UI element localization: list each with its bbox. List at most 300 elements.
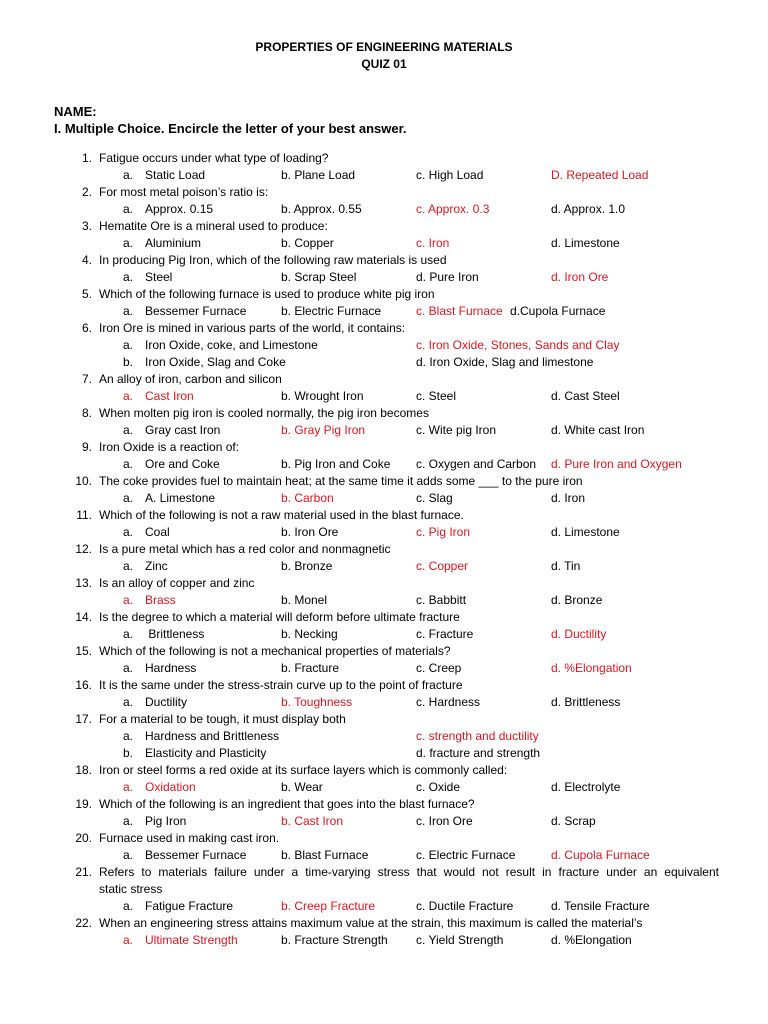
answer-option[interactable]	[551, 201, 625, 218]
option-text: d. Limestone	[551, 236, 620, 250]
options-row	[0, 660, 768, 677]
question-item	[0, 864, 768, 915]
option-text: Gray cast Iron	[145, 423, 221, 437]
option-letter: a.	[123, 899, 134, 913]
question-item	[0, 507, 768, 541]
answer-option-correct[interactable]	[416, 728, 539, 745]
option-text: d. White cast Iron	[551, 423, 645, 437]
option-text: Cast Iron	[145, 389, 194, 403]
answer-option-correct[interactable]	[416, 337, 619, 354]
answer-option[interactable]	[123, 660, 196, 677]
option-text: Ore and Coke	[145, 457, 220, 471]
option-letter: a.	[123, 780, 134, 794]
option-text: A. Limestone	[145, 491, 216, 505]
option-text: c. Steel	[416, 389, 457, 403]
answer-option[interactable]	[281, 524, 338, 541]
answer-option[interactable]	[123, 337, 318, 354]
answer-option[interactable]	[416, 694, 480, 711]
options-row	[0, 303, 768, 320]
answer-option[interactable]	[123, 745, 266, 762]
answer-option[interactable]	[551, 558, 580, 575]
answer-option[interactable]	[510, 303, 605, 320]
question-text: The coke provides fuel to maintain heat; at the same time it adds some ___ to the pure iron	[99, 474, 583, 488]
answer-option[interactable]	[551, 388, 620, 405]
answer-option-correct[interactable]	[551, 626, 606, 643]
question-line	[0, 575, 768, 592]
question-item	[0, 473, 768, 507]
question-line	[0, 252, 768, 269]
question-list	[0, 150, 768, 949]
question-text: Which of the following is not a raw material used in the blast furnace.	[99, 508, 464, 522]
question-number: 4.	[81, 253, 92, 267]
answer-option[interactable]	[416, 898, 513, 915]
option-text: Aluminium	[145, 236, 202, 250]
question-item	[0, 762, 768, 796]
option-letter: a.	[123, 168, 134, 182]
options-row	[0, 354, 768, 371]
answer-option[interactable]	[123, 456, 220, 473]
option-text: d. %Elongation	[551, 661, 632, 675]
question-number: 22.	[75, 916, 92, 930]
option-text: c. Iron	[416, 236, 450, 250]
question-line	[0, 711, 768, 728]
options-row	[0, 422, 768, 439]
question-number: 5.	[81, 287, 92, 301]
answer-option-correct[interactable]	[416, 303, 503, 320]
answer-option[interactable]	[551, 235, 620, 252]
question-item	[0, 711, 768, 762]
answer-option[interactable]	[416, 745, 540, 762]
answer-option[interactable]	[551, 813, 596, 830]
question-line	[0, 286, 768, 303]
option-text: d. Cast Steel	[551, 389, 620, 403]
options-row	[0, 728, 768, 745]
answer-option-correct[interactable]	[123, 388, 194, 405]
answer-option[interactable]	[551, 490, 585, 507]
option-text: c. strength and ductility	[416, 729, 539, 743]
option-text: Iron Oxide, coke, and Limestone	[145, 338, 318, 352]
answer-option[interactable]	[123, 235, 201, 252]
option-letter: a.	[123, 695, 134, 709]
question-line	[0, 881, 768, 898]
question-line	[0, 184, 768, 201]
question-text: Is a pure metal which has a red color and nonmagnetic	[99, 542, 391, 556]
answer-option[interactable]	[551, 779, 620, 796]
answer-option[interactable]	[416, 354, 593, 371]
answer-option-correct[interactable]	[281, 813, 343, 830]
option-text: c. Pig Iron	[416, 525, 471, 539]
answer-option[interactable]	[281, 201, 362, 218]
option-text: b. Fracture Strength	[281, 933, 388, 947]
option-letter: a.	[123, 627, 134, 641]
option-text: d. Electrolyte	[551, 780, 621, 794]
question-line	[0, 864, 768, 881]
answer-option-correct[interactable]	[123, 779, 196, 796]
option-text: c. Approx. 0.3	[416, 202, 490, 216]
options-row	[0, 592, 768, 609]
options-row	[0, 932, 768, 949]
question-text: Iron Oxide is a reaction of:	[99, 440, 240, 454]
question-text: Iron or steel forms a red oxide at its surface layers which is commonly called:	[99, 763, 508, 777]
option-letter: a.	[123, 661, 134, 675]
question-number: 6.	[81, 321, 92, 335]
question-line	[0, 609, 768, 626]
question-line	[0, 439, 768, 456]
options-row	[0, 558, 768, 575]
answer-option[interactable]	[416, 167, 483, 184]
answer-option[interactable]	[551, 592, 602, 609]
options-row	[0, 490, 768, 507]
option-letter: a.	[123, 491, 134, 505]
answer-option[interactable]	[281, 847, 368, 864]
answer-option[interactable]	[416, 269, 479, 286]
question-item	[0, 830, 768, 864]
option-text: Bessemer Furnace	[145, 304, 247, 318]
answer-option[interactable]	[123, 626, 204, 643]
option-letter: a.	[123, 559, 134, 573]
option-text: b. Cast Iron	[281, 814, 344, 828]
option-text: d. Brittleness	[551, 695, 621, 709]
option-text: Ultimate Strength	[145, 933, 238, 947]
question-line	[0, 762, 768, 779]
answer-option[interactable]	[551, 898, 650, 915]
answer-option[interactable]	[281, 456, 390, 473]
question-number: 11.	[76, 508, 92, 522]
question-text: Fatigue occurs under what type of loading?	[99, 151, 329, 165]
options-row	[0, 779, 768, 796]
answer-option[interactable]	[416, 490, 453, 507]
option-text: d. %Elongation	[551, 933, 632, 947]
option-text: Ductility	[145, 695, 188, 709]
option-letter: a.	[123, 729, 134, 743]
question-number: 14.	[75, 610, 92, 624]
question-item	[0, 796, 768, 830]
option-letter: a.	[123, 389, 134, 403]
option-text: Zinc	[145, 559, 168, 573]
answer-option[interactable]	[551, 932, 632, 949]
answer-option-correct[interactable]	[281, 898, 375, 915]
answer-option[interactable]	[123, 269, 172, 286]
answer-option-correct[interactable]	[281, 422, 365, 439]
option-text: d. Approx. 1.0	[551, 202, 626, 216]
option-letter: a.	[123, 814, 134, 828]
question-text: For most metal poison’s ratio is:	[99, 185, 269, 199]
answer-option-correct[interactable]	[416, 558, 468, 575]
answer-option[interactable]	[123, 694, 187, 711]
question-number: 20.	[75, 831, 92, 845]
option-text: d. Iron Oxide, Slag and limestone	[416, 355, 594, 369]
option-text: b. Pig Iron and Coke	[281, 457, 391, 471]
question-number: 16.	[75, 678, 92, 692]
option-text: b. Fracture	[281, 661, 340, 675]
question-line	[0, 405, 768, 422]
answer-option[interactable]	[123, 524, 170, 541]
answer-option[interactable]	[123, 303, 246, 320]
answer-option[interactable]	[123, 813, 186, 830]
question-text: Which of the following is an ingredient that goes into the blast furnace?	[99, 797, 475, 811]
option-text: c. Electric Furnace	[416, 848, 516, 862]
question-line	[0, 796, 768, 813]
question-text: When an engineering stress attains maximum value at the strain, this maximum is called the material’s	[99, 916, 643, 930]
instructions: I. Multiple Choice. Encircle the letter of your best answer.	[54, 121, 407, 136]
option-text: c. Oxide	[416, 780, 461, 794]
answer-option[interactable]	[416, 592, 466, 609]
question-text: In producing Pig Iron, which of the following raw materials is used	[99, 253, 447, 267]
question-text: An alloy of iron, carbon and silicon	[99, 372, 282, 386]
option-text: c. Slag	[416, 491, 453, 505]
option-text: b. Creep Fracture	[281, 899, 376, 913]
question-item	[0, 575, 768, 609]
option-text: d. Limestone	[551, 525, 620, 539]
option-text: b. Plane Load	[281, 168, 356, 182]
option-text: d. Iron Ore	[551, 270, 609, 284]
option-text: b. Scrap Steel	[281, 270, 357, 284]
options-row	[0, 745, 768, 762]
question-text: Is an alloy of copper and zinc	[99, 576, 255, 590]
question-item	[0, 252, 768, 286]
answer-option[interactable]	[123, 201, 213, 218]
question-item	[0, 677, 768, 711]
question-line	[0, 915, 768, 932]
option-text: c. Yield Strength	[416, 933, 504, 947]
option-text: c. Copper	[416, 559, 469, 573]
option-text: b. Necking	[281, 627, 338, 641]
option-text: Coal	[145, 525, 170, 539]
question-text: Which of the following furnace is used to produce white pig iron	[99, 287, 435, 301]
answer-option[interactable]	[123, 167, 205, 184]
answer-option[interactable]	[123, 490, 215, 507]
option-text: c. Iron Ore	[416, 814, 473, 828]
answer-option[interactable]	[416, 847, 515, 864]
option-letter: a.	[123, 848, 134, 862]
question-number: 18.	[75, 763, 92, 777]
answer-option[interactable]	[123, 558, 168, 575]
answer-option-correct[interactable]	[551, 456, 682, 473]
answer-option[interactable]	[281, 167, 355, 184]
option-text: Bessemer Furnace	[145, 848, 247, 862]
question-item	[0, 609, 768, 643]
answer-option[interactable]	[281, 558, 332, 575]
answer-option-correct[interactable]	[551, 269, 608, 286]
question-line	[0, 473, 768, 490]
answer-option[interactable]	[551, 524, 620, 541]
question-text: It is the same under the stress-strain curve up to the point of fracture	[99, 678, 463, 692]
option-text: b. Monel	[281, 593, 328, 607]
option-text: b. Electric Furnace	[281, 304, 382, 318]
option-text: c. Babbitt	[416, 593, 467, 607]
answer-option[interactable]	[123, 422, 220, 439]
option-letter: a.	[123, 457, 134, 471]
answer-option[interactable]	[281, 235, 334, 252]
question-text: static stress	[99, 882, 163, 896]
option-letter: b.	[123, 746, 134, 760]
option-text: d. Pure Iron	[416, 270, 479, 284]
option-text: c. Fracture	[416, 627, 474, 641]
option-letter: b.	[123, 355, 134, 369]
question-item	[0, 643, 768, 677]
question-number: 19.	[75, 797, 92, 811]
answer-option-correct[interactable]	[123, 932, 238, 949]
question-item	[0, 405, 768, 439]
document-title: PROPERTIES OF ENGINEERING MATERIALS	[255, 40, 513, 54]
question-item	[0, 184, 768, 218]
question-item	[0, 150, 768, 184]
option-text: c. Iron Oxide, Stones, Sands and Clay	[416, 338, 620, 352]
option-text: Hardness	[145, 661, 197, 675]
question-number: 7.	[81, 372, 92, 386]
option-text: c. Wite pig Iron	[416, 423, 497, 437]
option-text: c. Creep	[416, 661, 462, 675]
option-text: b. Bronze	[281, 559, 333, 573]
question-number: 3.	[81, 219, 92, 233]
answer-option[interactable]	[416, 422, 496, 439]
option-text: Brittleness	[145, 627, 205, 641]
option-text: c. Ductile Fracture	[416, 899, 514, 913]
question-text: Refers to materials failure under a time-varying stress that would not result in fracture under an equivalent	[99, 865, 719, 879]
option-text: b. Carbon	[281, 491, 334, 505]
question-number: 21.	[75, 865, 92, 879]
options-row	[0, 201, 768, 218]
option-text: d.Cupola Furnace	[510, 304, 606, 318]
answer-option[interactable]	[123, 898, 233, 915]
answer-option[interactable]	[123, 728, 279, 745]
options-row	[0, 235, 768, 252]
question-item	[0, 371, 768, 405]
question-number: 15.	[75, 644, 92, 658]
answer-option[interactable]	[551, 694, 620, 711]
option-text: d. Tin	[551, 559, 581, 573]
option-text: b. Gray Pig Iron	[281, 423, 366, 437]
answer-option-correct[interactable]	[551, 847, 650, 864]
question-text: For a material to be tough, it must display both	[99, 712, 346, 726]
answer-option[interactable]	[416, 626, 473, 643]
question-line	[0, 320, 768, 337]
answer-option[interactable]	[281, 779, 323, 796]
question-number: 8.	[81, 406, 92, 420]
options-row	[0, 813, 768, 830]
option-text: c. Blast Furnace	[416, 304, 503, 318]
answer-option[interactable]	[281, 592, 327, 609]
option-text: Oxidation	[145, 780, 196, 794]
option-letter: a.	[123, 270, 134, 284]
option-letter: a.	[123, 304, 134, 318]
question-number: 12.	[75, 542, 92, 556]
question-item	[0, 286, 768, 320]
option-text: d. Bronze	[551, 593, 603, 607]
question-text: Iron Ore is mined in various parts of the world, it contains:	[99, 321, 406, 335]
question-text: Which of the following is not a mechanical properties of materials?	[99, 644, 451, 658]
question-line	[0, 643, 768, 660]
options-row	[0, 694, 768, 711]
document-subtitle: QUIZ 01	[361, 57, 407, 71]
option-text: Brass	[145, 593, 176, 607]
option-text: Hardness and Brittleness	[145, 729, 280, 743]
question-line	[0, 541, 768, 558]
answer-option[interactable]	[416, 456, 536, 473]
answer-option[interactable]	[281, 660, 339, 677]
question-text: Is the degree to which a material will deform before ultimate fracture	[99, 610, 460, 624]
answer-option-correct[interactable]	[416, 524, 470, 541]
name-label: NAME:	[54, 104, 97, 119]
question-text: Furnace used in making cast iron.	[99, 831, 280, 845]
option-text: d. Cupola Furnace	[551, 848, 650, 862]
answer-option-correct[interactable]	[281, 694, 352, 711]
options-row	[0, 456, 768, 473]
answer-option[interactable]	[281, 388, 364, 405]
question-number: 10.	[75, 474, 92, 488]
question-line	[0, 507, 768, 524]
answer-option[interactable]	[123, 847, 246, 864]
question-text: Hematite Ore is a mineral used to produce:	[99, 219, 328, 233]
answer-option-correct[interactable]	[281, 490, 334, 507]
option-text: b. Copper	[281, 236, 334, 250]
option-text: b. Toughness	[281, 695, 353, 709]
option-text: d. Iron	[551, 491, 586, 505]
answer-option-correct[interactable]	[416, 235, 449, 252]
option-text: Static Load	[145, 168, 206, 182]
option-letter: a.	[123, 338, 134, 352]
options-row	[0, 626, 768, 643]
answer-option[interactable]	[416, 932, 503, 949]
option-text: d. Pure Iron and Oxygen	[551, 457, 682, 471]
answer-option[interactable]	[416, 388, 456, 405]
question-line	[0, 677, 768, 694]
question-number: 9.	[81, 440, 92, 454]
option-letter: a.	[123, 525, 134, 539]
option-text: b. Iron Ore	[281, 525, 339, 539]
option-text: Elasticity and Plasticity	[145, 746, 267, 760]
answer-option[interactable]	[416, 813, 473, 830]
answer-option[interactable]	[281, 269, 356, 286]
option-letter: a.	[123, 423, 134, 437]
answer-option[interactable]	[281, 303, 381, 320]
option-text: b. Wear	[281, 780, 323, 794]
question-number: 2.	[81, 185, 92, 199]
options-row	[0, 337, 768, 354]
options-row	[0, 847, 768, 864]
question-line	[0, 150, 768, 167]
answer-option[interactable]	[281, 626, 338, 643]
answer-option[interactable]	[551, 422, 644, 439]
options-row	[0, 898, 768, 915]
answer-option[interactable]	[416, 779, 460, 796]
answer-option-correct[interactable]	[123, 592, 176, 609]
options-row	[0, 269, 768, 286]
answer-option-correct[interactable]	[551, 660, 632, 677]
option-text: Approx. 0.15	[145, 202, 214, 216]
question-item	[0, 218, 768, 252]
question-item	[0, 915, 768, 949]
question-item	[0, 541, 768, 575]
options-row	[0, 524, 768, 541]
option-text: b. Wrought Iron	[281, 389, 364, 403]
question-text: When molten pig iron is cooled normally, the pig iron becomes	[99, 406, 429, 420]
option-text: Iron Oxide, Slag and Coke	[145, 355, 286, 369]
answer-option-correct[interactable]	[551, 167, 648, 184]
option-text: d. Scrap	[551, 814, 596, 828]
answer-option[interactable]	[416, 660, 461, 677]
question-number: 13.	[75, 576, 92, 590]
question-number: 1.	[81, 151, 92, 165]
option-text: D. Repeated Load	[551, 168, 649, 182]
options-row	[0, 167, 768, 184]
option-letter: a.	[123, 202, 134, 216]
question-number: 17.	[75, 712, 92, 726]
answer-option-correct[interactable]	[416, 201, 489, 218]
answer-option[interactable]	[281, 932, 388, 949]
answer-option[interactable]	[123, 354, 286, 371]
option-text: Steel	[145, 270, 173, 284]
